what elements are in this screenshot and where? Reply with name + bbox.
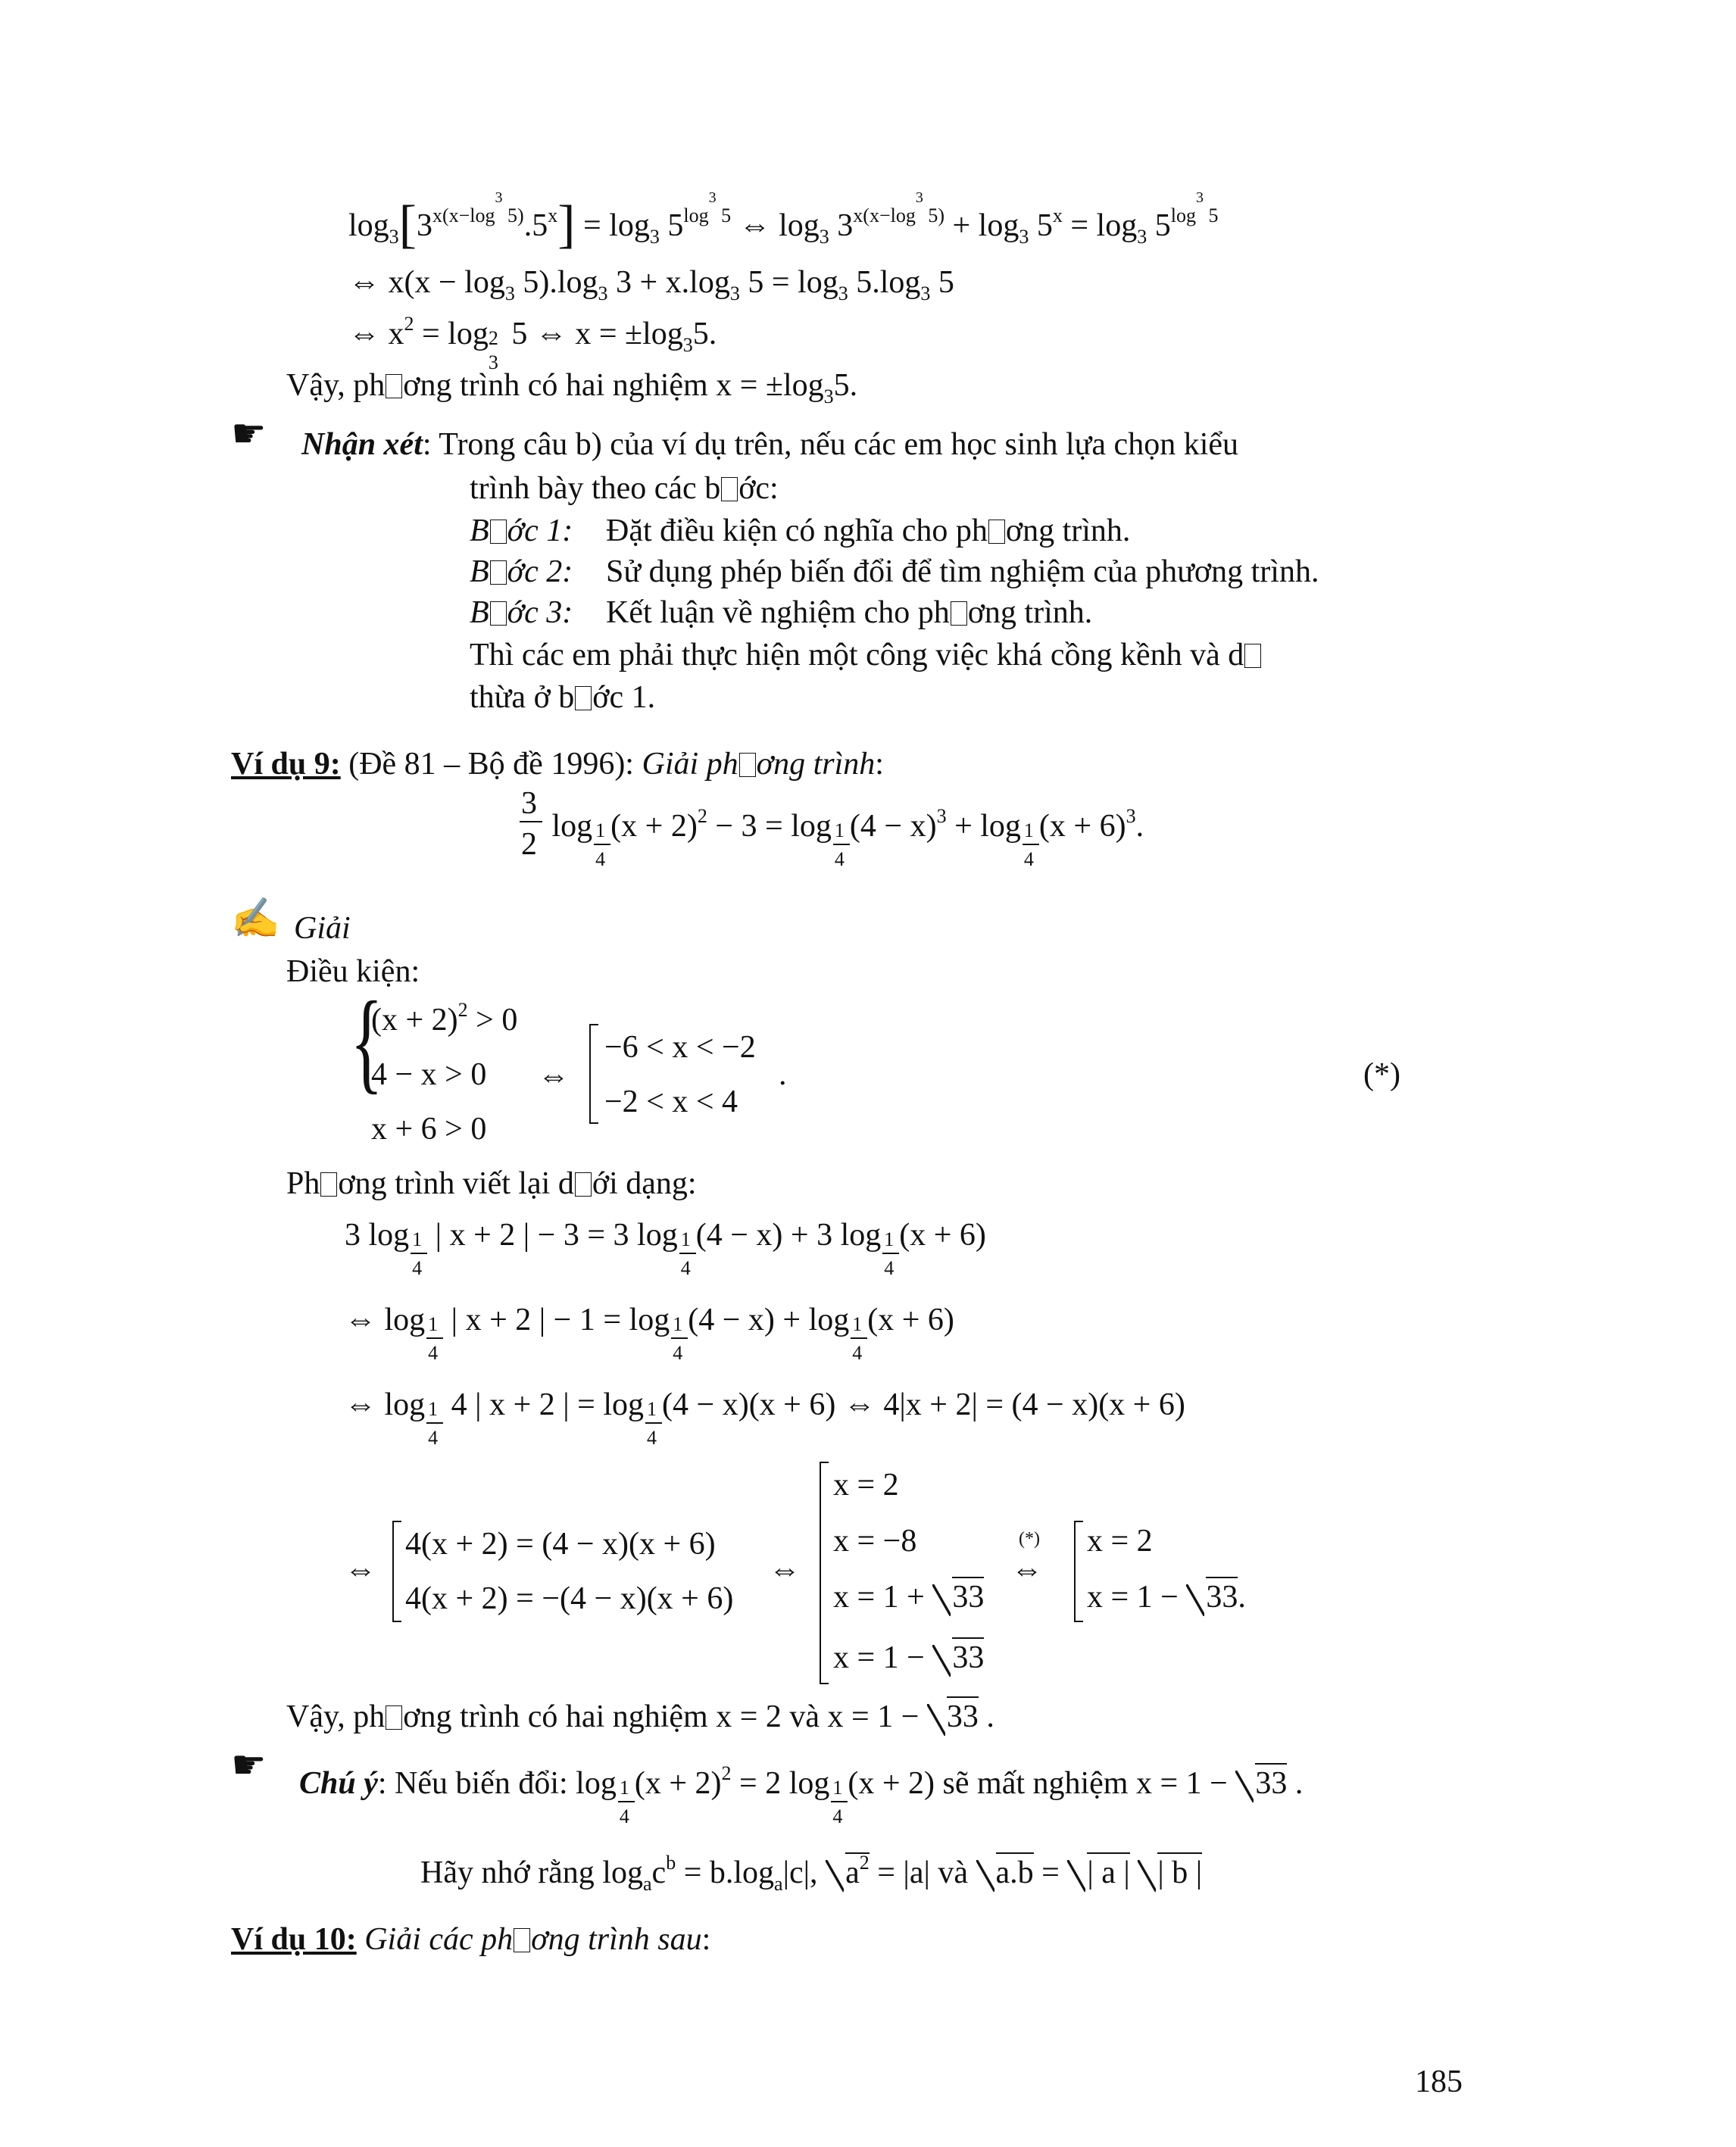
math-line-1: $\log_3[3^{x(x-log^3 5)}.5^x] = \log_3 5^{log^3 5}$ ⇔ $\log_3 3^{x(x-log^3 5)} + \log_3 5^x = \log_3 5^{log^3 5}$ (348, 189, 1219, 254)
system-b-4: x = 1 − 33 (833, 1642, 984, 1674)
remark-line-1: Nhận xét: Trong câu b) của ví dụ trên, nếu các em học sinh lựa chọn kiểu (301, 427, 1239, 462)
rewrite-label: Ph ơng trình viết lại d ới dạng: (286, 1166, 697, 1201)
solution-eq-1: 3 log $\frac{1}{4}$ | x + 2 | − 3 = 3 log $\frac{1}{4}$ (4 − x) + 3 log $\frac{1}{4}$ (x + 6) (345, 1218, 986, 1279)
remark-step-3: B ớc 3: Kết luận về nghiệm cho ph ơng trình. (470, 595, 1093, 630)
solution-conclusion: Vậy, ph ơng trình có hai nghiệm x = 2 và x = 1 − 33 . (286, 1701, 994, 1733)
system-iff-3: ⇔ (1011, 1553, 1043, 1587)
remark-label: Nhận xét (301, 427, 423, 462)
solution-label: Giải (294, 911, 351, 946)
system-a-2: 4(x + 2) = −(4 − x)(x + 6) (405, 1581, 734, 1616)
condition-result-1: −6 < x < −2 (604, 1030, 756, 1065)
condition-bracket (589, 1024, 598, 1124)
condition-3: x + 6 > 0 (371, 1112, 487, 1147)
solution-icon: ✍ (231, 897, 280, 941)
math-line-2: ⇔ $x(x - \log_3 5).\log_3$ $3 + x.\log_3$ $5 = \log_3 5.\log_3$ 5 (348, 265, 954, 304)
system-bracket-a (392, 1521, 401, 1622)
example-9-heading: Ví dụ 9: (Đề 81 – Bộ đề 1996): Giải ph ơng trình: (231, 747, 884, 782)
math-line-3: ⇔ $x^2 = \log$ 2 3 5 ⇔ $x = \pm\log_35$. (348, 313, 717, 373)
note-label: Chú ý (299, 1766, 378, 1801)
system-bracket-c (1074, 1521, 1083, 1622)
system-star-small: (*) (1019, 1529, 1040, 1549)
system-a-1: 4(x + 2) = (4 − x)(x + 6) (405, 1527, 716, 1562)
system-c-1: x = 2 (1087, 1524, 1153, 1559)
remark-icon: ☛ (231, 413, 267, 456)
system-iff-2: ⇔ (769, 1553, 801, 1587)
condition-iff: ⇔ (538, 1059, 570, 1094)
condition-result-2: −2 < x < 4 (604, 1084, 738, 1119)
system-c-2: x = 1 − 33. (1087, 1581, 1246, 1613)
note-reminder: Hãy nhớ rằng $\log_ac^b = b.\log_a|c|$, $a^2 = |a|$ và a.b = | a | | b | (420, 1852, 1203, 1895)
condition-star: (*) (1363, 1057, 1400, 1092)
conclusion-1: Vậy, ph ơng trình có hai nghiệm $x = \pm\log_35$. (286, 368, 858, 407)
solution-eq-3: ⇔ log $\frac{1}{4}$ 4 | x + 2 | = log $\frac{1}{4}$ (4 − x)(x + 6) ⇔ 4|x + 2| = (4 − x)(x + 6) (345, 1387, 1185, 1449)
condition-1: $(x + 2)^2 > 0$ (371, 999, 518, 1038)
example-10-heading: Ví dụ 10: Giải các ph ơng trình sau: (231, 1922, 711, 1957)
remark-step-1: B ớc 1: Đặt điều kiện có nghĩa cho ph ơng trình. (470, 513, 1131, 548)
system-b-1: x = 2 (833, 1468, 899, 1503)
page-number: 185 (1415, 2064, 1463, 2099)
example-9-equation: $\frac{3}{2}$ log $\frac{1}{4}$ $(x + 2)^2 - 3 = \log$ $\frac{1}{4}$ $(4 - x)^3 + \log$ $\frac{1}{4}$ $(x + 6)^3$. (521, 786, 1144, 870)
system-iff-1: ⇔ (345, 1553, 376, 1587)
note-line: Chú ý: Nếu biến đổi: log $\frac{1}{4}$ $(x + 2)^2 = 2$ log $\frac{1}{4}$ (x + 2) sẽ mất nghiệm x = 1 − 33 . (299, 1762, 1304, 1827)
remark-line-7: thừa ở b ớc 1. (470, 680, 656, 715)
condition-2: 4 − x > 0 (371, 1057, 487, 1092)
condition-dot: . (779, 1057, 787, 1092)
remark-line-2: trình bày theo các b ớc: (470, 471, 779, 506)
system-b-3: x = 1 + 33 (833, 1581, 984, 1613)
condition-label: Điều kiện: (286, 954, 420, 989)
system-bracket-b (820, 1462, 829, 1684)
solution-eq-2: ⇔ log $\frac{1}{4}$ | x + 2 | − 1 = log $\frac{1}{4}$ (4 − x) + log $\frac{1}{4}$ (x + 6) (345, 1303, 954, 1364)
remark-line-6: Thì các em phải thực hiện một công việc khá cồng kềnh và d (470, 639, 1262, 671)
remark-step-2: B ớc 2: Sử dụng phép biến đổi để tìm nghiệm của phương trình. (470, 554, 1319, 589)
condition-brace: { (350, 978, 383, 1104)
note-icon: ☛ (231, 1744, 267, 1787)
system-b-2: x = −8 (833, 1524, 917, 1559)
